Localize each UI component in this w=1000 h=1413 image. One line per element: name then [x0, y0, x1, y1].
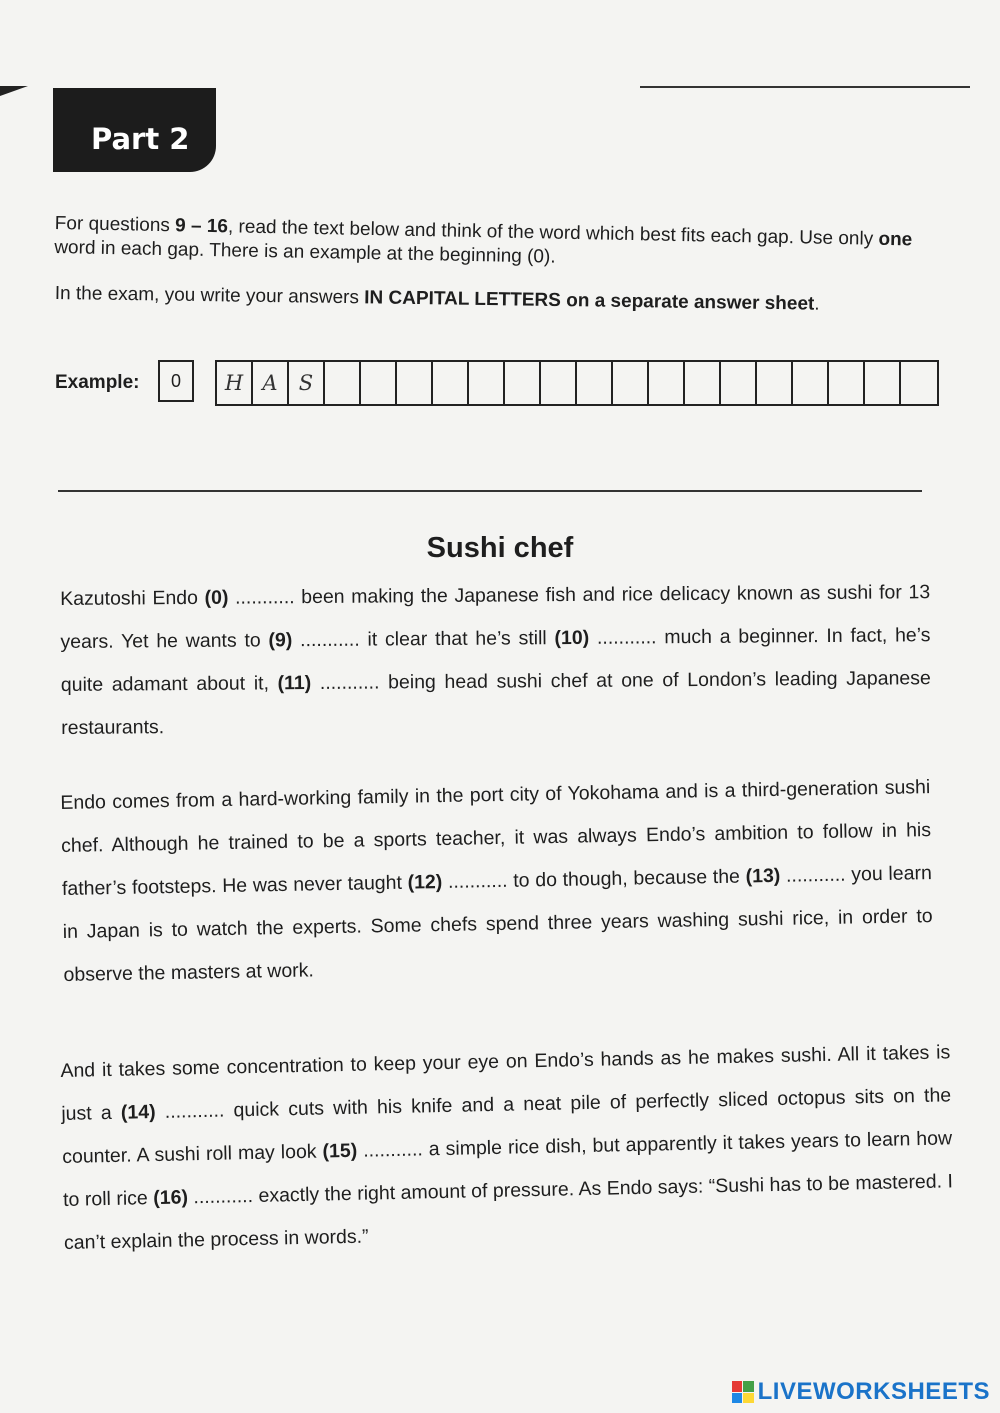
answer-cell	[361, 362, 397, 404]
instr-text: word in each gap. There is an example at the beginning (0).	[54, 236, 556, 268]
answer-cell	[469, 362, 505, 404]
answer-cell	[757, 362, 793, 404]
answer-cell: S	[289, 362, 325, 404]
paragraph-text: Endo comes from a hard-working family in the port city of Yokohama and is a third-generation sushi chef. Although he trained to be a sports teacher, it was always Endo’s ambition to follow in his father’s footsteps. He was never taught	[60, 776, 932, 900]
answer-cell: A	[253, 362, 289, 404]
answer-cell	[613, 362, 649, 404]
part-title: Part 2	[91, 122, 190, 156]
top-rule	[640, 86, 970, 88]
paragraph-text: ........... exactly the right amount of pressure. As Endo says: “Sushi has to be mastered. I can’t explain the process in words.”	[63, 1170, 954, 1254]
gap-number: (16)	[153, 1186, 189, 1210]
answer-cell	[793, 362, 829, 404]
instr-text: For questions	[54, 212, 176, 237]
paragraph-text: ........... you learn in Japan is to watch the experts. Some chefs spend three years washing sushi rice, in order to observe the masters at work.	[62, 862, 933, 986]
answer-cell	[577, 362, 613, 404]
answer-cell	[325, 362, 361, 404]
part-header	[53, 88, 216, 172]
instr-emphasis: one	[878, 228, 913, 251]
answer-cell	[865, 362, 901, 404]
instr-question-range: 9 – 16	[174, 215, 229, 238]
paragraph-text: Kazutoshi Endo	[60, 586, 205, 610]
gap-number: (13)	[745, 864, 781, 888]
instructions-line-2	[55, 282, 915, 318]
answer-cell	[505, 362, 541, 404]
logo-text: LIVEWORKSHEETS	[757, 1378, 990, 1405]
paragraph-text: ........... been making the Japanese fish and rice delicacy known as sushi for 13 years. Yet he wants to	[60, 581, 931, 653]
article-paragraph-1	[60, 571, 931, 750]
instructions-line-1	[54, 212, 915, 277]
paragraph-text: And it takes some concentration to keep your eye on Endo’s hands as he makes sushi. All it takes is just a	[60, 1041, 951, 1125]
paragraph-text: ........... it clear that he’s still	[292, 627, 555, 652]
logo-icon	[732, 1381, 754, 1403]
gap-number: (11)	[277, 672, 312, 695]
answer-cell: H	[217, 362, 253, 404]
gap-number: (0)	[204, 586, 229, 609]
answer-cell	[649, 362, 685, 404]
instr-text: .	[814, 293, 820, 315]
paragraph-text: ........... being head sushi chef at one of London’s leading Japanese restaurants.	[61, 667, 931, 739]
answer-cell	[721, 362, 757, 404]
paragraph-text: ........... a simple rice dish, but apparently it takes years to learn how to roll rice	[62, 1127, 953, 1211]
example-row	[55, 358, 925, 410]
gap-number: (12)	[407, 871, 443, 894]
article-paragraph-3	[60, 1031, 954, 1265]
answer-cell	[541, 362, 577, 404]
example-answer-grid	[215, 360, 939, 406]
instr-text: , read the text below and think of the word which best fits each gap. Use only	[227, 216, 879, 250]
answer-cell	[685, 362, 721, 404]
gap-number: (9)	[268, 629, 293, 652]
paragraph-text: ........... to do though, because the	[442, 865, 746, 894]
answer-cell	[829, 362, 865, 404]
corner-mark	[0, 86, 28, 96]
paragraph-text: ........... much a beginner. In fact, he’s quite adamant about it,	[60, 624, 931, 696]
gap-number: (15)	[322, 1139, 358, 1163]
paragraph-text: ........... quick cuts with his knife and a neat pile of perfectly sliced octopus sits on the counter. A sushi roll may look	[62, 1084, 952, 1168]
answer-cell	[397, 362, 433, 404]
instr-text: In the exam, you write your answers	[54, 282, 365, 309]
gap-number: (10)	[554, 626, 590, 650]
liveworksheets-logo	[732, 1377, 990, 1407]
section-divider	[58, 490, 922, 492]
article-paragraph-2	[60, 766, 934, 997]
example-label: Example:	[55, 372, 140, 393]
gap-number: (14)	[120, 1101, 156, 1124]
example-number-box: 0	[158, 360, 194, 402]
answer-cell	[433, 362, 469, 404]
answer-cell	[901, 362, 937, 404]
article-title: Sushi chef	[426, 532, 574, 564]
instr-emphasis: IN CAPITAL LETTERS on a separate answer sheet	[364, 287, 815, 315]
